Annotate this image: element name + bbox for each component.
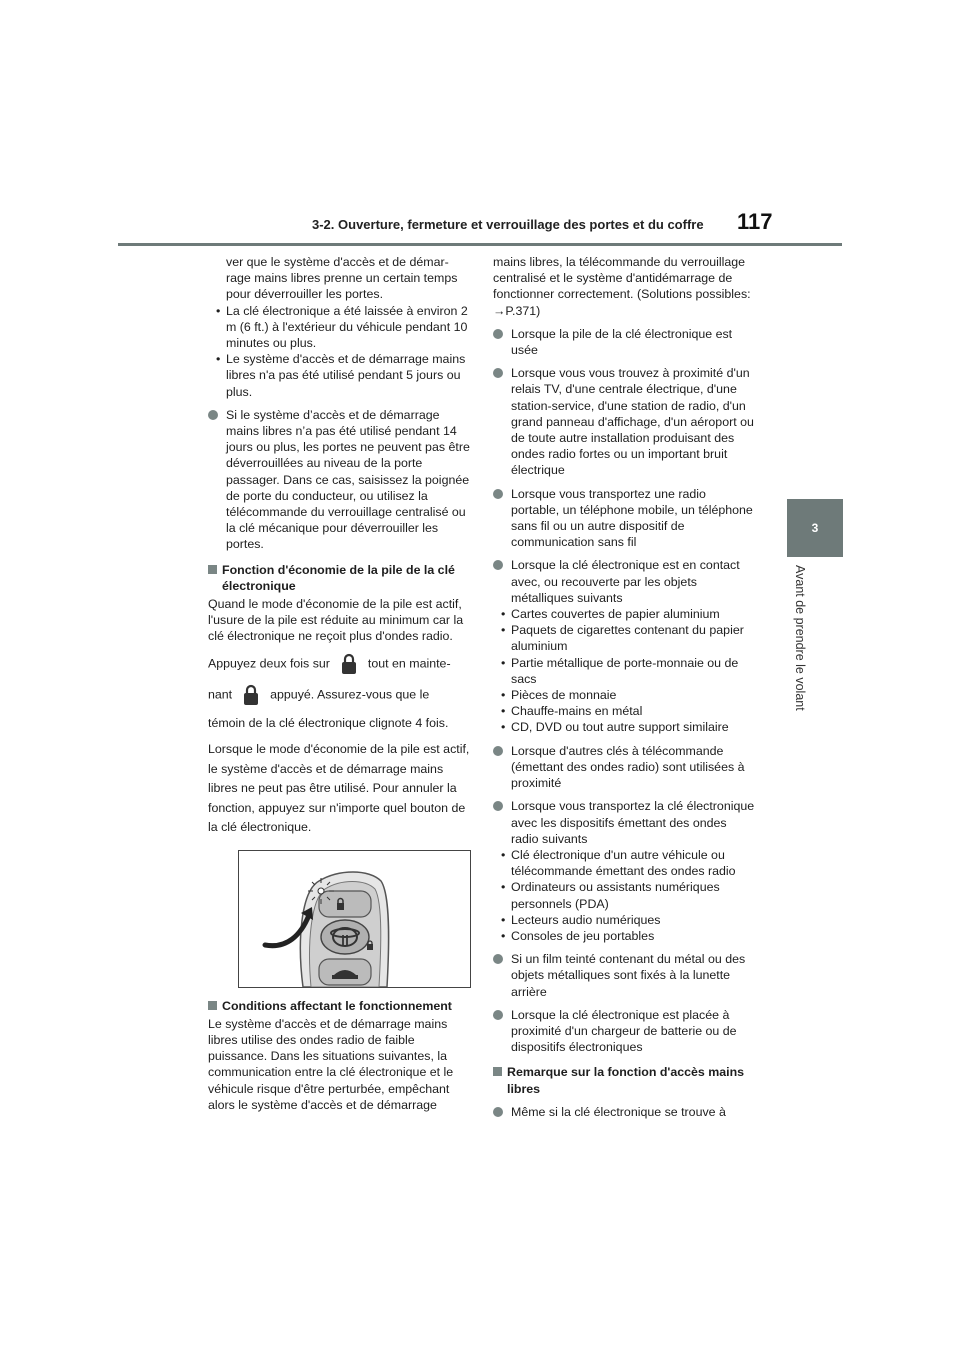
continued-paragraph: mains libres, la télécommande du verrouillage centralisé et le système d'antidémarrage de fonctionner correctement. (Solutions possibles: →P.371)	[493, 255, 751, 318]
page-number: 117	[737, 209, 773, 234]
bullet-paragraph: Lorsque vous transportez une radio portable, un téléphone mobile, un téléphone sans fil ou un autre dispositif de communication sans fil	[493, 486, 755, 551]
continued-line: pour déverrouiller les portes.	[226, 287, 384, 302]
list-item: • Consoles de jeu portables	[493, 928, 755, 944]
section-heading-remark: Remarque sur la fonction d'accès mains libres	[493, 1064, 755, 1096]
press-text: Appuyez deux fois sur	[208, 655, 330, 670]
press-text: tout en mainte-	[367, 655, 451, 670]
list-item: • Pièces de monnaie	[493, 687, 755, 703]
press-instruction-line	[208, 652, 470, 676]
conditions-paragraph: Le système d'accès et de démarrage mains libres utilise des ondes radio de faible puissance. Dans les situations suivantes, la communication entre la clé électronique et le véhicule risque d'être perturbée, empêchant alors le système d'accès et de démarrage	[208, 1016, 454, 1112]
battery-paragraph: Quand le mode d'économie de la pile est actif, l'usure de la pile est réduite au minimum car la clé électronique ne reçoit plus d'ondes radio.	[208, 597, 464, 644]
bullet-paragraph: Si un film teinté contenant du métal ou des objets métalliques sont fixés à la lunette arrière	[493, 951, 755, 1000]
cancel-paragraph: Lorsque le mode d'économie de la pile est actif, le système d'accès et de démarrage mains libres ne peut pas être utilisé. Pour annuler la fonction, appuyez sur n'importe quel bouton de la clé électronique.	[208, 742, 470, 835]
bullet-paragraph: Lorsque vous transportez la clé électronique avec les dispositifs émettant des ondes radio suivants	[493, 798, 755, 847]
list-item: • Partie métallique de porte-monnaie ou de sacs	[493, 655, 755, 687]
list-item: • CD, DVD ou tout autre support similaire	[493, 719, 755, 735]
bullet-paragraph: Lorsque vous vous trouvez à proximité d'un relais TV, d'une centrale électrique, d'une station-service, d'une station de radio, d'un grand panneau d'affichage, d'un aéroport ou de toute autre installation produisant des ondes radio fortes ou un important bruit électrique	[493, 365, 755, 478]
section-heading-conditions: Conditions affectant le fonctionnement	[208, 998, 470, 1014]
bullet-paragraph: Même si la clé électronique se trouve à	[493, 1104, 755, 1120]
bullet-paragraph: Lorsque d'autres clés à télécommande (émettant des ondes radio) sont utilisées à proximité	[493, 743, 755, 792]
chapter-tab: 3	[787, 499, 843, 557]
list-item: • Ordinateurs ou assistants numériques personnels (PDA)	[493, 879, 755, 911]
bullet-paragraph: Lorsque la pile de la clé électronique est usée	[493, 326, 755, 358]
header-divider	[118, 243, 842, 246]
list-item: • Le système d'accès et de démarrage mains libres n'a pas été utilisé pendant 5 jours ou plus.	[208, 351, 470, 400]
continued-line: rage mains libres prenne un certain temps	[226, 271, 458, 286]
list-item: • Paquets de cigarettes contenant du papier aluminium	[493, 622, 755, 654]
press-instruction-line: témoin de la clé électronique clignote 4 fois.	[208, 715, 449, 730]
list-item: • Chauffe-mains en métal	[493, 703, 755, 719]
press-text: appuyé. Assurez-vous que le	[270, 686, 430, 701]
right-column	[493, 254, 755, 1120]
lock-icon	[340, 652, 358, 676]
lock-icon	[242, 683, 260, 707]
key-fob-figure	[238, 850, 471, 988]
continued-line: ver que le système d'accès et de démar-	[226, 255, 449, 269]
key-fob-illustration	[239, 851, 470, 987]
bullet-paragraph: Lorsque la clé électronique est en contact avec, ou recouverte par les objets métalliques suivants	[493, 557, 755, 606]
list-item: • Lecteurs audio numériques	[493, 912, 755, 928]
list-item: • Cartes couvertes de papier aluminium	[493, 606, 755, 622]
left-column	[208, 254, 470, 1120]
bullet-paragraph: Si le système d’accès et de démarrage mains libres n’a pas été utilisé pendant 14 jours ou plus, les portes ne peuvent pas être déverrouillées au niveau de la porte passager. Dans ce cas, saisissez la poignée de porte du conducteur, ou utilisez la télécommande du verrouillage centralisé ou la clé mécanique pour déverrouiller les portes.	[208, 407, 470, 553]
running-header: 3-2. Ouverture, fermeture et verrouillage des portes et du coffre	[312, 217, 704, 232]
press-instruction-line	[208, 683, 470, 707]
list-item: • La clé électronique a été laissée à environ 2 m (6 ft.) à l'extérieur du véhicule pendant 10 minutes ou plus.	[208, 303, 470, 352]
list-item: • Clé électronique d'un autre véhicule ou télécommande émettant des ondes radio	[493, 847, 755, 879]
press-text: nant	[208, 686, 233, 701]
bullet-paragraph: Lorsque la clé électronique est placée à proximité d'un chargeur de batterie ou de dispositifs électroniques	[493, 1007, 755, 1056]
chapter-label: Avant de prendre le volant	[793, 565, 807, 711]
section-heading-battery: Fonction d'économie de la pile de la clé électronique	[208, 562, 470, 594]
